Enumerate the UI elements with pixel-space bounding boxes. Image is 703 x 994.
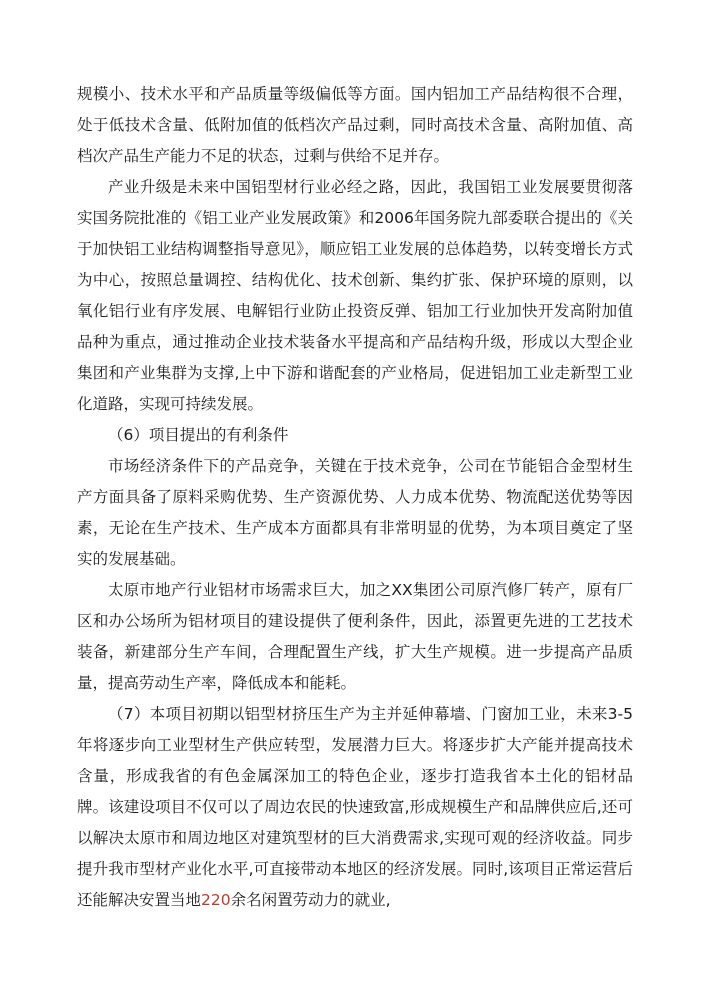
- paragraph-project-plan: [77, 699, 633, 916]
- paragraph-market-competition: 市场经济条件下的产品竞争，关键在于技术竞争，公司在节能铝合金型材生产方面具备了原料采购优势、生产资源优势、人力成本优势、物流配送优势等因素，无论在生产技术、生产成本方面都具有非常明显的优势，为本项目奠定了坚实的发展基础。: [77, 457, 633, 568]
- paragraph-taiyuan-demand: 太原市地产行业铝材市场需求巨大，加之XX集团公司原汽修厂转产，原有厂区和办公场所为铝材项目的建设提供了便利条件，因此，添置更先进的工艺技术装备，新建部分生产车间，合理配置生产线，扩大生产规模。进一步提高产品质量，提高劳动生产率，降低成本和能耗。: [77, 581, 633, 692]
- project-plan-text: （7）本项目初期以铝型材挤压生产为主并延伸幕墙、门窗加工业，未来3-5年将逐步向工业型材生产供应转型，发展潜力巨大。将逐步扩大产能并提高技术含量，形成我省的有色金属深加工的特色企业，逐步打造我省本土化的铝材品牌。该建设项目不仅可以了周边农民的快速致富,形成规模生产和品牌供应后,还可以解决太原市和周边地区对建筑型材的巨大消费需求,实现可观的经济收益。同步提升我市型材产业化水平,可直接带动本地区的经济发展。同时,该项目正常运营后还能解决安置当地: [77, 705, 633, 909]
- document-body: [77, 79, 633, 916]
- paragraph-industry-upgrade: 产业升级是未来中国铝型材行业必经之路，因此，我国铝工业发展要贯彻落实国务院批准的《铝工业产业发展政策》和2006年国务院九部委联合提出的《关于加快铝工业结构调整指导意见》，顺应铝工业发展的总体趋势，以转变增长方式为中心，按照总量调控、结构优化、技术创新、集约扩张、保护环境的原则，以氧化铝行业有序发展、电解铝行业防止投资反弹、铝加工行业加快开发高附加值品种为重点，通过推动企业技术装备水平提高和产品结构升级，形成以大型企业集团和产业集群为支撑,上中下游和谐配套的产业格局，促进铝加工业走新型工业化道路，实现可持续发展。: [77, 178, 633, 413]
- paragraph-industry-problems: 规模小、技术水平和产品质量等级偏低等方面。国内铝加工产品结构很不合理，处于低技术含量、低附加值的低档次产品过剩，同时高技术含量、高附加值、高档次产品生产能力不足的状态，过剩与供给不足并存。: [77, 85, 633, 165]
- project-plan-text-end: 余名闲置劳动力的就业,: [230, 891, 391, 909]
- section-heading-favorable-conditions: （6）项目提出的有利条件: [108, 426, 289, 444]
- labor-count-number: 220: [201, 891, 231, 909]
